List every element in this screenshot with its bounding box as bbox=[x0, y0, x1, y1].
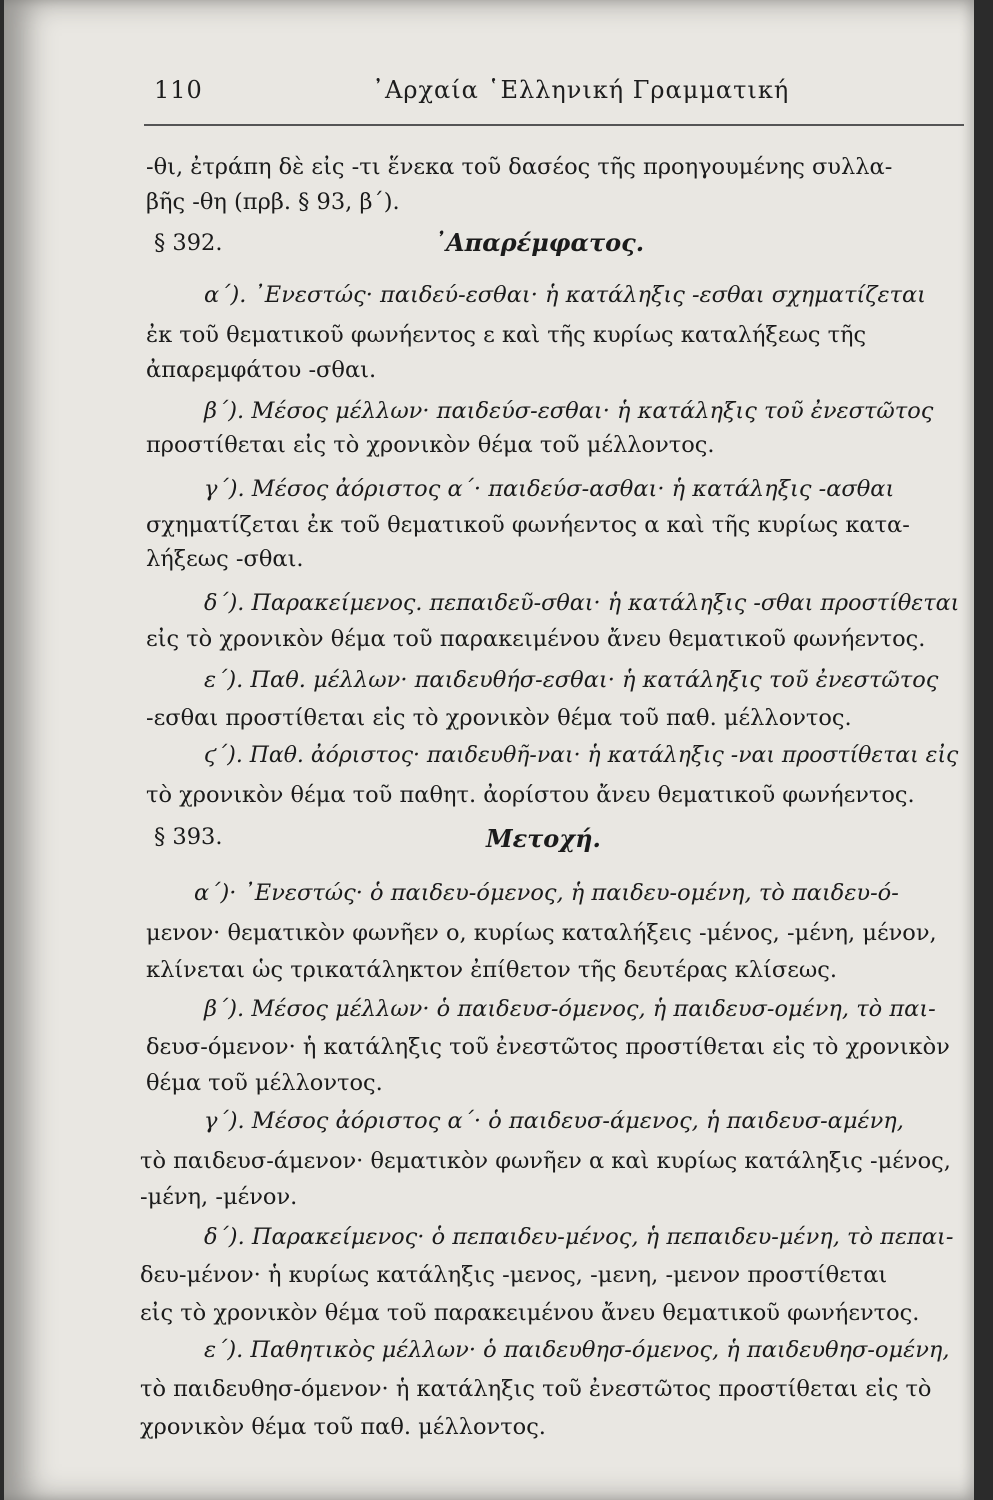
running-title: ᾽Αρχαία ῾Ελληνική Γραμματική bbox=[372, 76, 790, 104]
section-title: Μετοχή. bbox=[486, 824, 601, 853]
text-line: εἰς τὸ χρονικὸν θέμα τοῦ παρακειμένου ἄνευ θεματικοῦ φωνήεντος. bbox=[140, 1300, 920, 1326]
text-line: προστίθεται εἰς τὸ χρονικὸν θέμα τοῦ μέλλοντος. bbox=[146, 432, 715, 458]
text-line: δευσ-όμενον· ἡ κατάληξις τοῦ ἐνεστῶτος προστίθεται εἰς τὸ χρονικὸν bbox=[146, 1034, 950, 1060]
text-line: σχηματίζεται ἐκ τοῦ θεματικοῦ φωνήεντος α καὶ τῆς κυρίως κατα- bbox=[146, 512, 910, 538]
text-line: λήξεως -σθαι. bbox=[146, 546, 304, 572]
section-number: § 393. bbox=[154, 824, 223, 850]
text-line: β΄). Μέσος μέλλων· ὁ παιδευσ-όμενος, ἡ παιδευσ-ομένη, τὸ παι- bbox=[204, 996, 936, 1022]
text-line: α΄)· ᾽Ενεστώς· ὁ παιδευ-όμενος, ἡ παιδευ-ομένη, τὸ παιδευ-ό- bbox=[194, 880, 899, 906]
text-line: α΄). ᾽Ενεστώς· παιδεύ-εσθαι· ἡ κατάληξις -εσθαι σχηματίζεται bbox=[204, 282, 926, 308]
text-line: τὸ χρονικὸν θέμα τοῦ παθητ. ἀορίστου ἄνευ θεματικοῦ φωνήεντος. bbox=[146, 782, 915, 808]
text-line: δ΄). Παρακείμενος. πεπαιδεῦ-σθαι· ἡ κατάληξις -σθαι προστίθεται bbox=[204, 590, 960, 616]
text-line: θέμα τοῦ μέλλοντος. bbox=[146, 1070, 383, 1096]
header-rule bbox=[144, 124, 964, 126]
text-line: -μένη, -μένον. bbox=[140, 1184, 298, 1210]
text-line: ε΄). Παθητικὸς μέλλων· ὁ παιδευθησ-όμενος, ἡ παιδευθησ-ομένη, bbox=[204, 1337, 950, 1363]
book-page bbox=[4, 0, 974, 1500]
text-line: δ΄). Παρακείμενος· ὁ πεπαιδευ-μένος, ἡ πεπαιδευ-μένη, τὸ πεπαι- bbox=[204, 1224, 954, 1250]
section-number: § 392. bbox=[154, 230, 223, 256]
text-line: χρονικὸν θέμα τοῦ παθ. μέλλοντος. bbox=[140, 1414, 546, 1440]
text-line: ἀπαρεμφάτου -σθαι. bbox=[146, 357, 377, 383]
section-title: ᾽Απαρέμφατος. bbox=[434, 228, 645, 257]
text-line: -θι, ἐτράπη δὲ εἰς -τι ἕνεκα τοῦ δασέος τῆς προηγουμένης συλλα- bbox=[146, 154, 893, 180]
text-line: ϛ΄). Παθ. ἀόριστος· παιδευθῆ-ναι· ἡ κατάληξις -ναι προστίθεται εἰς bbox=[204, 742, 959, 768]
text-line: ε΄). Παθ. μέλλων· παιδευθήσ-εσθαι· ἡ κατάληξις τοῦ ἐνεστῶτος bbox=[204, 667, 939, 693]
text-line: -εσθαι προστίθεται εἰς τὸ χρονικὸν θέμα τοῦ παθ. μέλλοντος. bbox=[146, 705, 852, 731]
text-line: μενον· θεματικὸν φωνῆεν ο, κυρίως καταλήξεις -μένος, -μένη, μένον, bbox=[146, 920, 937, 946]
text-line: τὸ παιδευσ-άμενον· θεματικὸν φωνῆεν α καὶ κυρίως κατάληξις -μένος, bbox=[140, 1148, 951, 1174]
text-line: τὸ παιδευθησ-όμενον· ἡ κατάληξις τοῦ ἐνεστῶτος προστίθεται εἰς τὸ bbox=[140, 1376, 932, 1402]
text-line: δευ-μένον· ἡ κυρίως κατάληξις -μενος, -μενη, -μενον προστίθεται bbox=[140, 1262, 888, 1288]
text-line: γ΄). Μέσος ἀόριστος α΄· παιδεύσ-ασθαι· ἡ κατάληξις -ασθαι bbox=[204, 476, 895, 502]
text-line: κλίνεται ὡς τρικατάληκτον ἐπίθετον τῆς δευτέρας κλίσεως. bbox=[146, 957, 838, 983]
page-number: 110 bbox=[154, 76, 203, 104]
text-line: β΄). Μέσος μέλλων· παιδεύσ-εσθαι· ἡ κατάληξις τοῦ ἐνεστῶτος bbox=[204, 398, 934, 424]
page-header bbox=[154, 70, 954, 110]
text-line: ἐκ τοῦ θεματικοῦ φωνήεντος ε καὶ τῆς κυρίως καταλήξεως τῆς bbox=[146, 322, 867, 348]
text-line: βῆς -θη (πρβ. § 93, β΄). bbox=[146, 189, 400, 215]
text-line: εἰς τὸ χρονικὸν θέμα τοῦ παρακειμένου ἄνευ θεματικοῦ φωνήεντος. bbox=[146, 626, 926, 652]
text-line: γ΄). Μέσος ἀόριστος α΄· ὁ παιδευσ-άμενος, ἡ παιδευσ-αμένη, bbox=[204, 1108, 904, 1134]
